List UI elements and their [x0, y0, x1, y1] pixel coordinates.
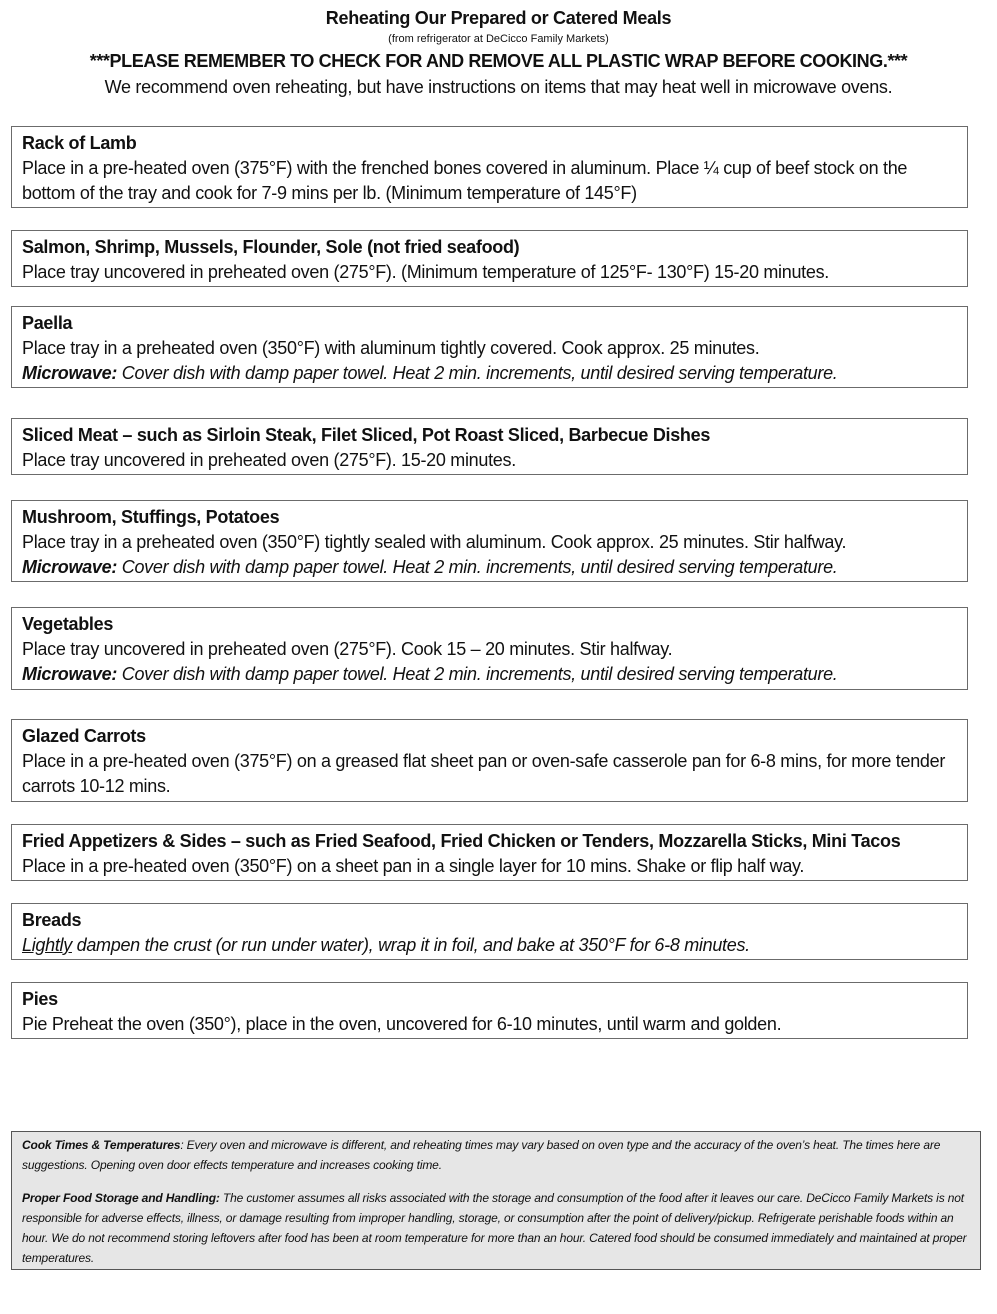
storage-label: Proper Food Storage and Handling: [22, 1191, 220, 1205]
item-heading: Rack of Lamb [22, 133, 137, 153]
microwave-label: Microwave: [22, 664, 118, 684]
microwave-label: Microwave: [22, 557, 118, 577]
oven-instructions: Place in a pre-heated oven (375°F) with the frenched bones covered in aluminum. Place ¼ cup of beef stock on the bottom of the tray and cook for 7-9 mins per lb. (Minimum temperature of 145°F) [22, 158, 908, 203]
recommendation-text: We recommend oven reheating, but have instructions on items that may heat well in microwave ovens. [104, 77, 893, 97]
oven-instructions: Place in a pre-heated oven (375°F) on a greased flat sheet pan or oven-safe casserole pan for 6-8 mins, for more tender carrots 10-12 mins. [22, 751, 946, 796]
item-paella [11, 306, 968, 388]
cook-times-label: Cook Times & Temperatures [22, 1138, 181, 1152]
item-heading: Pies [22, 989, 58, 1009]
item-heading: Fried Appetizers & Sides – such as Fried Seafood, Fried Chicken or Tenders, Mozzarella Sticks, Mini Tacos [22, 831, 901, 851]
microwave-instructions: Microwave: Cover dish with damp paper towel. Heat 2 min. increments, until desired serving temperature. [22, 557, 838, 577]
page-title: Reheating Our Prepared or Catered Meals [325, 8, 672, 28]
item-sliced-meat [11, 418, 968, 475]
item-heading: Salmon, Shrimp, Mussels, Flounder, Sole (not fried seafood) [22, 237, 520, 257]
plastic-wrap-warning: ***PLEASE REMEMBER TO CHECK FOR AND REMOVE ALL PLASTIC WRAP BEFORE COOKING.*** [89, 51, 908, 71]
oven-instructions: Place tray uncovered in preheated oven (275°F). 15-20 minutes. [22, 450, 516, 470]
emphasis-lightly: Lightly [22, 935, 72, 955]
item-heading: Paella [22, 313, 73, 333]
item-heading: Vegetables [22, 614, 114, 634]
item-heading: Glazed Carrots [22, 726, 146, 746]
page-subtitle: (from refrigerator at DeCicco Family Markets) [388, 33, 609, 45]
storage-note: Proper Food Storage and Handling: The customer assumes all risks associated with the storage and consumption of the food after it leaves our care. DeCicco Family Markets is not responsible for adverse effects, illness, or damage resulting from improper handling, storage, or consumption after the point of delivery/pickup. Refrigerate perishable foods within an hour. We do not recommend storing leftovers after food has been at room temperature for more than an hour. Catered food should be consumed immediately and maintained at proper temperatures. [22, 1191, 967, 1265]
oven-instructions: Lightly dampen the crust (or run under water), wrap it in foil, and bake at 350°F for 6-8 minutes. [22, 935, 750, 955]
oven-instructions: Place in a pre-heated oven (350°F) on a sheet pan in a single layer for 10 mins. Shake or flip half way. [22, 856, 805, 876]
oven-instructions: Place tray uncovered in preheated oven (275°F). (Minimum temperature of 125°F- 130°F) 15-20 minutes. [22, 262, 829, 282]
item-rack-of-lamb [11, 126, 968, 208]
item-glazed-carrots [11, 719, 968, 802]
oven-instructions: Place tray uncovered in preheated oven (275°F). Cook 15 – 20 minutes. Stir halfway. [22, 639, 673, 659]
item-vegetables [11, 607, 968, 690]
oven-instructions: Place tray in a preheated oven (350°F) tightly sealed with aluminum. Cook approx. 25 minutes. Stir halfway. [22, 532, 847, 552]
item-heading: Breads [22, 910, 82, 930]
item-heading: Sliced Meat – such as Sirloin Steak, Filet Sliced, Pot Roast Sliced, Barbecue Dishes [22, 425, 711, 445]
item-fried-appetizers [11, 824, 968, 881]
disclaimer-box [11, 1131, 981, 1270]
item-pies [11, 982, 968, 1039]
item-heading: Mushroom, Stuffings, Potatoes [22, 507, 280, 527]
item-seafood [11, 230, 968, 287]
microwave-label: Microwave: [22, 363, 118, 383]
cook-times-note: Cook Times & Temperatures: Every oven and microwave is different, and reheating times may vary based on oven type and the accuracy of the oven’s heat. The times here are suggestions. Opening oven door effects temperature and increases cooking time. [22, 1138, 941, 1172]
microwave-instructions: Microwave: Cover dish with damp paper towel. Heat 2 min. increments, until desired serving temperature. [22, 664, 838, 684]
oven-instructions: Place tray in a preheated oven (350°F) with aluminum tightly covered. Cook approx. 25 minutes. [22, 338, 760, 358]
oven-instructions: Pie Preheat the oven (350°), place in the oven, uncovered for 6-10 minutes, until warm and golden. [22, 1014, 782, 1034]
microwave-instructions: Microwave: Cover dish with damp paper towel. Heat 2 min. increments, until desired serving temperature. [22, 363, 838, 383]
item-breads [11, 903, 968, 960]
item-mushroom-stuffings-potatoes [11, 500, 968, 582]
